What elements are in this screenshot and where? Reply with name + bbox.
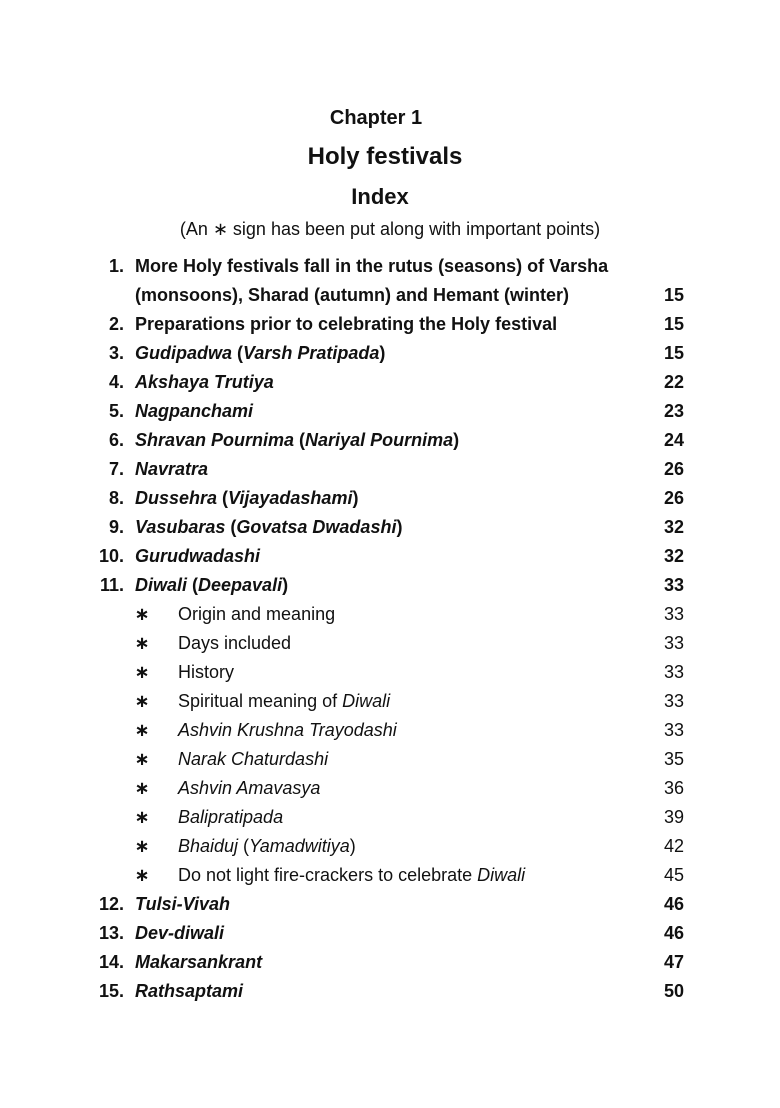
subentry-title: Narak Chaturdashi (178, 749, 329, 769)
entry-title-paren-close: ) (282, 575, 289, 595)
subentry-title: Origin and meaning (178, 604, 336, 624)
entry-title (135, 252, 635, 310)
toc-entry (0, 426, 780, 455)
toc-entry (0, 919, 780, 948)
chapter-label: Chapter 1 (329, 107, 423, 129)
entry-title: Tulsi-Vivah (135, 894, 231, 914)
asterisk-icon: ∗ (134, 662, 150, 682)
subentry-title-italic: Diwali (477, 865, 526, 885)
subentry-page: 35 (663, 749, 684, 769)
entry-title (135, 571, 635, 600)
subentry-page: 33 (663, 604, 684, 624)
chapter-title: Holy festivals (307, 143, 463, 170)
subentry-page: 33 (663, 720, 684, 740)
entry-number: 15. (98, 981, 124, 1001)
entry-title-line2: (monsoons), Sharad (autumn) and Hemant (winter) (135, 285, 570, 305)
entry-title (135, 513, 635, 542)
index-note: (An ∗ sign has been put along with important points) (179, 219, 601, 239)
entry-title-main: Vasubaras (135, 517, 226, 537)
subentry-title (178, 861, 678, 890)
subentry-title: Balipratipada (178, 807, 284, 827)
entry-title: Makarsankrant (135, 952, 263, 972)
subentry-title-alt: Yamadwitiya (249, 836, 350, 856)
entry-title: Dev-diwali (135, 923, 225, 943)
entry-title-paren-close: ) (352, 488, 359, 508)
entry-page: 33 (663, 575, 684, 595)
asterisk-icon: ∗ (134, 778, 150, 798)
entry-title: Gurudwadashi (135, 546, 261, 566)
entry-page: 23 (663, 401, 684, 421)
entry-page: 22 (663, 372, 684, 392)
subentry-title: Ashvin Krushna Trayodashi (178, 720, 397, 740)
entry-title-main: Gudipadwa (135, 343, 233, 363)
toc-subentry (0, 745, 780, 774)
entry-title-alt: Nariyal Pournima (305, 430, 454, 450)
asterisk-icon: ∗ (134, 836, 150, 856)
entry-page: 26 (663, 488, 684, 508)
entry-title-paren-close: ) (396, 517, 403, 537)
entry-title-paren-open: ( (217, 488, 229, 508)
entry-title-main: Shravan Pournima (135, 430, 295, 450)
toc-subentry (0, 600, 780, 629)
entry-number: 3. (108, 343, 124, 363)
entry-number: 9. (108, 517, 124, 537)
entry-number: 14. (98, 952, 124, 972)
entry-title-main: Diwali (135, 575, 188, 595)
subentry-page: 42 (663, 836, 684, 856)
toc-subentry (0, 861, 780, 890)
entry-page: 15 (663, 343, 684, 363)
entry-number: 13. (98, 923, 124, 943)
entry-number: 11. (99, 575, 124, 595)
toc-entry (0, 310, 780, 339)
entry-page: 26 (663, 459, 684, 479)
entry-number: 2. (108, 314, 124, 334)
entry-page: 32 (663, 546, 684, 566)
subentry-title: History (178, 662, 235, 682)
subentry-page: 33 (663, 662, 684, 682)
toc-subentry (0, 687, 780, 716)
entry-title-paren-close: ) (379, 343, 386, 363)
entry-page: 46 (663, 894, 684, 914)
entry-title-alt: Varsh Pratipada (243, 343, 380, 363)
entry-title: Rathsaptami (135, 981, 244, 1001)
subentry-title-italic: Diwali (342, 691, 391, 711)
subentry-title: Ashvin Amavasya (178, 778, 321, 798)
toc-subentry (0, 803, 780, 832)
toc-entry (0, 455, 780, 484)
entry-number: 6. (108, 430, 124, 450)
entry-number: 12. (98, 894, 124, 914)
toc-subentry (0, 629, 780, 658)
subentry-page: 39 (663, 807, 684, 827)
subentry-title-paren-open: ( (238, 836, 250, 856)
entry-title-line1: More Holy festivals fall in the rutus (seasons) of Varsha (135, 256, 609, 276)
asterisk-icon: ∗ (134, 604, 150, 624)
asterisk-icon: ∗ (134, 865, 150, 885)
entry-title-paren-open: ( (232, 343, 244, 363)
asterisk-icon: ∗ (134, 807, 150, 827)
toc-subentry (0, 658, 780, 687)
asterisk-icon: ∗ (134, 633, 150, 653)
subentry-title: Days included (178, 633, 292, 653)
entry-title (135, 484, 635, 513)
entry-title-alt: Deepavali (198, 575, 283, 595)
asterisk-icon: ∗ (134, 691, 150, 711)
subentry-page: 33 (663, 691, 684, 711)
entry-number: 10. (98, 546, 124, 566)
subentry-title (178, 832, 678, 861)
entry-title: Nagpanchami (135, 401, 254, 421)
toc-entry (0, 397, 780, 426)
asterisk-icon: ∗ (134, 720, 150, 740)
index-heading: Index (351, 184, 409, 209)
toc-entry (0, 484, 780, 513)
entry-page: 15 (663, 314, 684, 334)
table-of-contents (0, 252, 780, 1006)
toc-entry (0, 977, 780, 1006)
entry-title (135, 339, 635, 368)
entry-number: 4. (108, 372, 124, 392)
entry-title-paren-open: ( (225, 517, 237, 537)
subentry-title-paren-close: ) (349, 836, 356, 856)
toc-subentry (0, 774, 780, 803)
entry-number: 1. (108, 256, 124, 276)
entry-number: 8. (108, 488, 124, 508)
subentry-page: 33 (663, 633, 684, 653)
entry-title-alt: Vijayadashami (228, 488, 353, 508)
subentry-page: 45 (663, 865, 684, 885)
subentry-page: 36 (663, 778, 684, 798)
entry-number: 5. (108, 401, 124, 421)
subentry-title-main: Spiritual meaning of (178, 691, 343, 711)
entry-title (135, 426, 635, 455)
toc-subentry (0, 832, 780, 861)
subentry-title-main: Do not light fire-crackers to celebrate (178, 865, 478, 885)
entry-page: 24 (663, 430, 684, 450)
subentry-title-main: Bhaiduj (178, 836, 239, 856)
entry-title: Preparations prior to celebrating the Holy festival (135, 314, 558, 334)
toc-entry (0, 571, 780, 600)
entry-title-paren-open: ( (294, 430, 306, 450)
toc-entry (0, 513, 780, 542)
toc-entry (0, 252, 780, 310)
entry-page: 46 (663, 923, 684, 943)
subentry-title (178, 687, 678, 716)
entry-page: 47 (663, 952, 684, 972)
entry-page: 50 (663, 981, 684, 1001)
entry-title-alt: Govatsa Dwadashi (236, 517, 397, 537)
toc-entry (0, 339, 780, 368)
entry-number: 7. (108, 459, 124, 479)
asterisk-icon: ∗ (134, 749, 150, 769)
entry-title: Navratra (135, 459, 209, 479)
entry-page: 15 (663, 285, 684, 305)
entry-page: 32 (663, 517, 684, 537)
toc-entry (0, 948, 780, 977)
entry-title-paren-close: ) (453, 430, 460, 450)
toc-entry (0, 890, 780, 919)
entry-title-paren-open: ( (187, 575, 199, 595)
entry-title: Akshaya Trutiya (135, 372, 274, 392)
toc-entry (0, 542, 780, 571)
toc-entry (0, 368, 780, 397)
entry-title-main: Dussehra (135, 488, 218, 508)
toc-subentry (0, 716, 780, 745)
